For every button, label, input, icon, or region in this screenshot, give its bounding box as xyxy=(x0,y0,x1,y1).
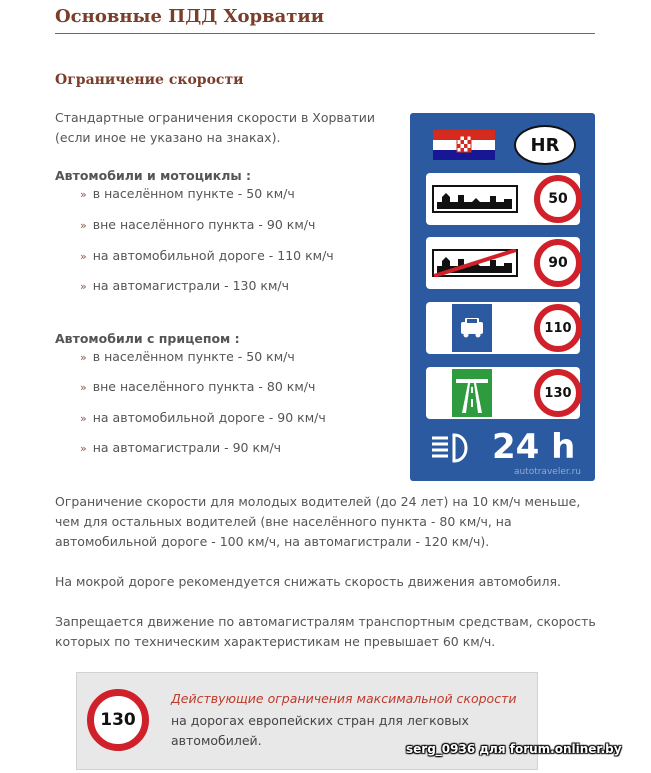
trailers-heading: Автомобили с прицепом : xyxy=(55,331,240,346)
limit-row-town xyxy=(426,173,580,225)
town-sign-icon xyxy=(432,185,518,213)
country-oval: HR xyxy=(514,125,576,165)
list-item: » в населённом пункте - 50 км/ч xyxy=(80,349,295,364)
end-of-town-sign-icon xyxy=(432,249,518,277)
speed-limit-130: 130 xyxy=(534,369,582,417)
motorway-sign-icon xyxy=(452,369,492,417)
bullet-icon: » xyxy=(80,351,87,364)
lights-24h: 24 h xyxy=(492,427,576,467)
croatia-flag-icon xyxy=(433,130,495,160)
list-item: » вне населённого пункта - 90 км/ч xyxy=(80,217,316,232)
speed-limit-90: 90 xyxy=(534,239,582,287)
speed-limits-sign xyxy=(410,113,595,481)
speed-badge-130: 130 xyxy=(87,689,149,751)
limit-row-outside-town xyxy=(426,237,580,289)
limit-row-motorway xyxy=(426,367,580,419)
list-item: » на автомобильной дороге - 90 км/ч xyxy=(80,410,326,425)
info-box-text: на дорогах европейских стран для легковых автомобилей. xyxy=(171,713,469,748)
intro-text: Стандартные ограничения скорости в Хорватии (если иное не указано на знаках). xyxy=(55,110,375,145)
section-title: Ограничение скорости xyxy=(55,72,244,88)
page-title: Основные ПДД Хорватии xyxy=(55,6,595,34)
bullet-icon: » xyxy=(80,250,87,263)
wet-road-text: На мокрой дороге рекомендуется снижать скорость движения автомобиля. xyxy=(55,574,562,589)
bullet-icon: » xyxy=(80,280,87,293)
bullet-icon: » xyxy=(80,188,87,201)
bullet-icon: » xyxy=(80,381,87,394)
bullet-icon: » xyxy=(80,442,87,455)
car-road-sign-icon xyxy=(452,304,492,352)
speed-limit-50: 50 xyxy=(534,175,582,223)
limit-row-expressway xyxy=(426,302,580,354)
list-item: » в населённом пункте - 50 км/ч xyxy=(80,186,295,201)
headlights-icon xyxy=(430,431,476,465)
list-item: » на автомагистрали - 90 км/ч xyxy=(80,440,282,455)
speed-limits-link[interactable]: Действующие ограничения максимальной скорости xyxy=(171,691,517,706)
bullet-icon: » xyxy=(80,219,87,232)
sign-watermark: autotraveler.ru xyxy=(513,467,581,477)
forum-credit: serg_0936 для forum.onliner.by xyxy=(406,742,622,756)
young-drivers-text: Ограничение скорости для молодых водителей (до 24 лет) на 10 км/ч меньше, чем для остальных водителей (вне населённого пункта - 80 км/ч, на автомобильной дороге - 100 км/ч, на автомагистрали - 120 км/ч). xyxy=(55,494,581,549)
highway-ban-text: Запрещается движение по автомагистралям транспортным средствам, скорость которых по техническим характеристикам не превышает 60 км/ч. xyxy=(55,614,596,649)
list-item: » вне населённого пункта - 80 км/ч xyxy=(80,379,316,394)
list-item: » на автомагистрали - 130 км/ч xyxy=(80,278,290,293)
cars-heading: Автомобили и мотоциклы : xyxy=(55,168,252,183)
bullet-icon: » xyxy=(80,412,87,425)
speed-limit-110: 110 xyxy=(534,304,582,352)
list-item: » на автомобильной дороге - 110 км/ч xyxy=(80,248,334,263)
